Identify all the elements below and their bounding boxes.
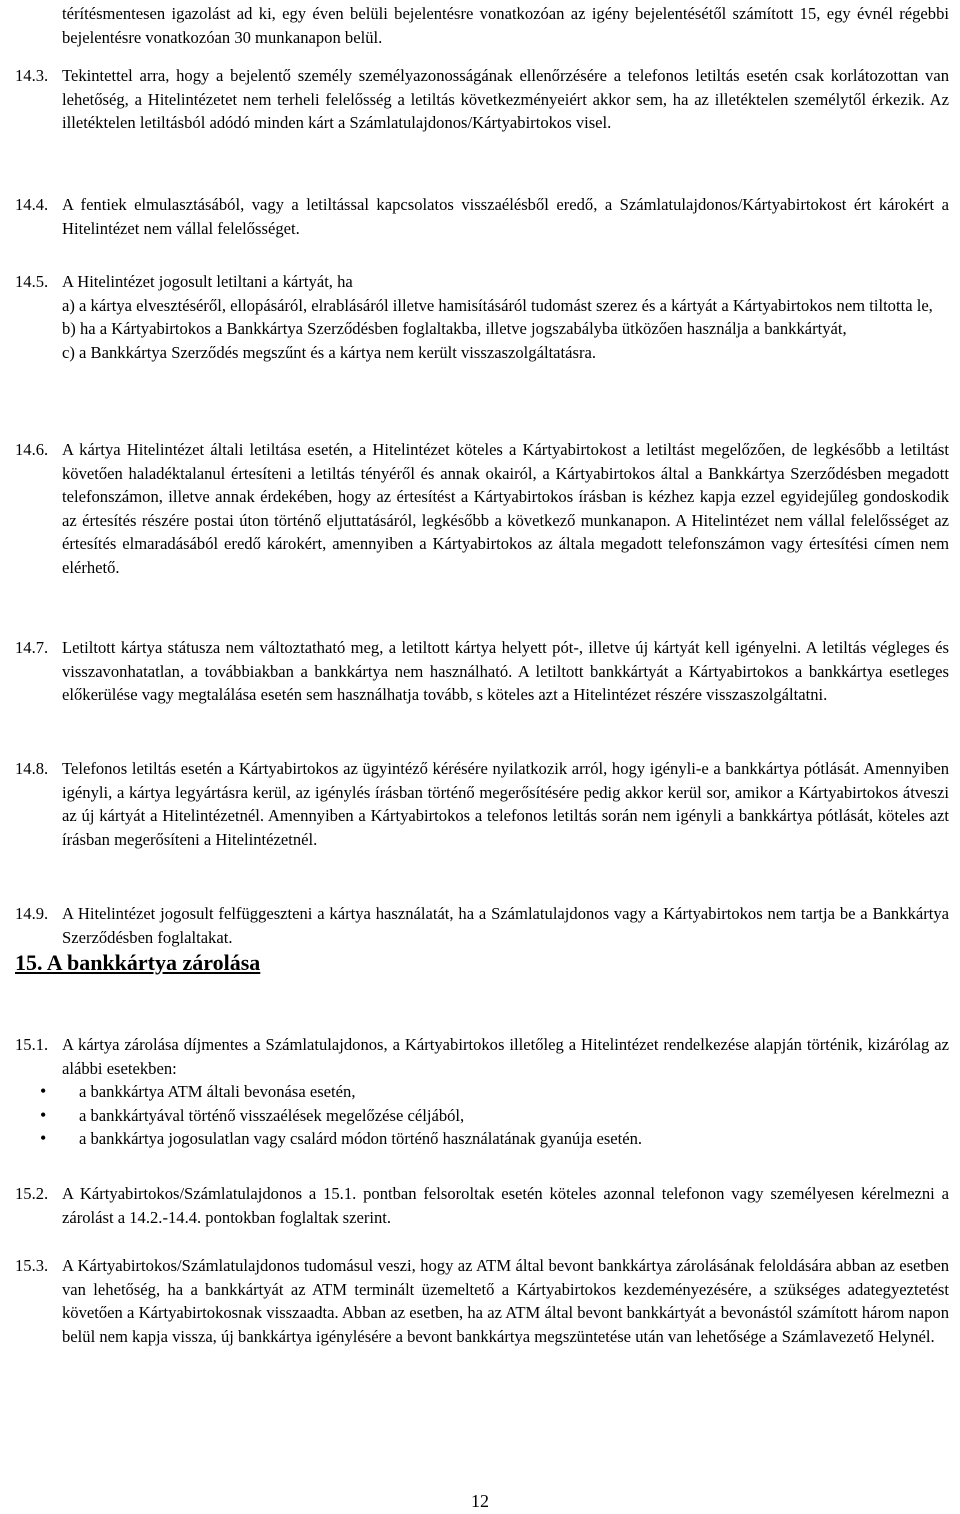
bullet-list	[62, 1080, 949, 1151]
list-item-b: b) ha a Kártyabirtokos a Bankkártya Szerződésben foglaltakba, illetve jogszabályba ütközően használja a bankkártyát,	[62, 319, 847, 339]
paragraph-14-6	[15, 438, 949, 580]
paragraph-number: 14.9.	[15, 904, 49, 923]
list-item-c: c) a Bankkártya Szerződés megszűnt és a kártya nem került visszaszolgáltatásra.	[62, 342, 597, 362]
paragraph-number: 14.3.	[15, 66, 49, 85]
paragraph-text: A Kártyabirtokos/Számlatulajdonos a 15.1. pontban felsoroltak esetén köteles azonnal telefonon vagy személyesen kérelmezni a zárolást a 14.2.-14.4. pontokban foglaltak szerint.	[62, 1184, 949, 1227]
paragraph-14-8	[15, 757, 949, 851]
paragraph-number: 14.7.	[15, 638, 49, 657]
paragraph-text: A Hitelintézet jogosult felfüggeszteni a kártya használatát, ha a Számlatulajdonos vagy a Kártyabirtokos nem tartja be a Bankkártya Szerződésben foglaltakat.	[62, 904, 949, 947]
paragraph-15-3	[15, 1254, 949, 1348]
list-item-a: a) a kártya elvesztéséről, ellopásáról, elrablásáról illetve hamisításáról tudomást szerez és a kártyát a Kártyabirtokos nem tiltotta le,	[62, 295, 933, 315]
paragraph-text: A fentiek elmulasztásából, vagy a letiltással kapcsolatos visszaélésből eredő, a Számlatulajdonos/Kártyabirtokost ért károkért a Hitelintézet nem vállal felelősséget.	[62, 195, 949, 238]
paragraph-text: A kártya Hitelintézet általi letiltása esetén, a Hitelintézet köteles a Kártyabirtokost a letiltást megelőzően, de legkésőbb a letiltást követően haladéktalanul értesíteni a letiltás tényéről és annak okairól, a Kártyabirtokos által a Bankkártya Szerződésben megadott telefonszámon, illetve annak érdekében, hogy az értesítést a Kártyabirtokos írásban is kézhez kapja ezzel egyidejűleg gondoskodik az értesítés részére postai úton történő eljuttatásáról, legkésőbb a következő munkanapon. A Hitelintézet nem vállal felelősséget az értesítés elmaradásából eredő károkért, amennyiben a Kártyabirtokos az általa megadott telefonszámon vagy értesítési címen nem elérhető.	[62, 440, 949, 577]
paragraph-text: Telefonos letiltás esetén a Kártyabirtokos az ügyintéző kérésére nyilatkozik arról, hogy igényli-e a bankkártya pótlását. Amennyiben igényli, a kártya legyártásra kerül, az igénylés írásban történő megerősítésére pedig akkor kerül sor, amikor a Kártyabirtokos átveszi az új kártyát a Hitelintézetnél. Amennyiben a Kártyabirtokos a telefonos letiltás során nem igényli a bankkártya pótlását, köteles azt írásban megerősíteni a Hitelintézetnél.	[62, 759, 949, 849]
paragraph-number: 15.2.	[15, 1184, 49, 1203]
paragraph-number: 14.4.	[15, 195, 49, 214]
section-15-heading: 15. A bankkártya zárolása	[15, 950, 261, 975]
paragraph-text: A kártya zárolása díjmentes a Számlatulajdonos, a Kártyabirtokos illetőleg a Hitelintézet rendelkezése alapján történik, kizárólag az alábbi esetekben:	[62, 1035, 949, 1078]
paragraph-14-7	[15, 636, 949, 707]
paragraph-number: 15.3.	[15, 1256, 49, 1275]
paragraph-text: Letiltott kártya státusza nem változtatható meg, a letiltott kártya helyett pót-, illetve új kártyát kell igényelni. A letiltás végleges és visszavonhatatlan, a továbbiakban a bankkártya nem használható. A letiltott bankkártyát a Kártyabirtokos a bankkártya esetleges előkerülése vagy megtalálása esetén sem használhatja tovább, s köteles azt a Hitelintézet részére visszaszolgáltatni.	[62, 638, 949, 705]
paragraph-15-1	[15, 1033, 949, 1151]
page-number: 12	[471, 1491, 489, 1511]
paragraph-14-5	[15, 270, 949, 364]
paragraph-number: 15.1.	[15, 1035, 49, 1054]
paragraph-14-3	[15, 64, 949, 135]
paragraph-number: 14.6.	[15, 440, 49, 459]
bullet-item: • a bankkártyával történő visszaélések megelőzése céljából,	[62, 1104, 949, 1128]
paragraph-text: A Hitelintézet jogosult letiltani a kártyát, ha	[62, 272, 353, 291]
bullet-item: • a bankkártya jogosulatlan vagy csalárd módon történő használatának gyanúja esetén.	[62, 1127, 949, 1151]
bullet-item: • a bankkártya ATM általi bevonása esetén,	[62, 1080, 949, 1104]
paragraph-text: A Kártyabirtokos/Számlatulajdonos tudomásul veszi, hogy az ATM által bevont bankkártya zárolásának feloldására abban az esetben van lehetőség, ha a bankkártyát az ATM terminált üzemeltető a Kártyabirtokos kezdeményezésére, a szükséges adategyeztetést követően a Kártyabirtokosnak visszaadta. Abban az esetben, ha az ATM által bevont bankkártyát a bevonástól számított három napon belül nem kapja vissza, új bankkártya igénylésére a bevont bankkártya megszüntetése után van lehetősége a Számlavezető Helynél.	[62, 1256, 949, 1346]
paragraph-number: 14.8.	[15, 759, 49, 778]
paragraph-number: 14.5.	[15, 272, 49, 291]
paragraph-14-4	[15, 193, 949, 240]
paragraph-14-9	[15, 902, 949, 949]
intro-paragraph: térítésmentesen igazolást ad ki, egy éven belüli bejelentésre vonatkozóan az igény bejelentésétől számított 15, egy évnél régebbi bejelentésre vonatkozóan 30 munkanapon belül.	[62, 4, 949, 47]
paragraph-text: Tekintettel arra, hogy a bejelentő személy személyazonosságának ellenőrzésére a telefonos letiltás esetén csak korlátozottan van lehetőség, a Hitelintézetet nem terheli felelősség a letiltás következményeiért akkor sem, ha az illetéktelen személytől érkezik. Az illetéktelen letiltásból adódó minden kárt a Számlatulajdonos/Kártyabirtokos visel.	[62, 66, 949, 133]
paragraph-15-2	[15, 1182, 949, 1229]
